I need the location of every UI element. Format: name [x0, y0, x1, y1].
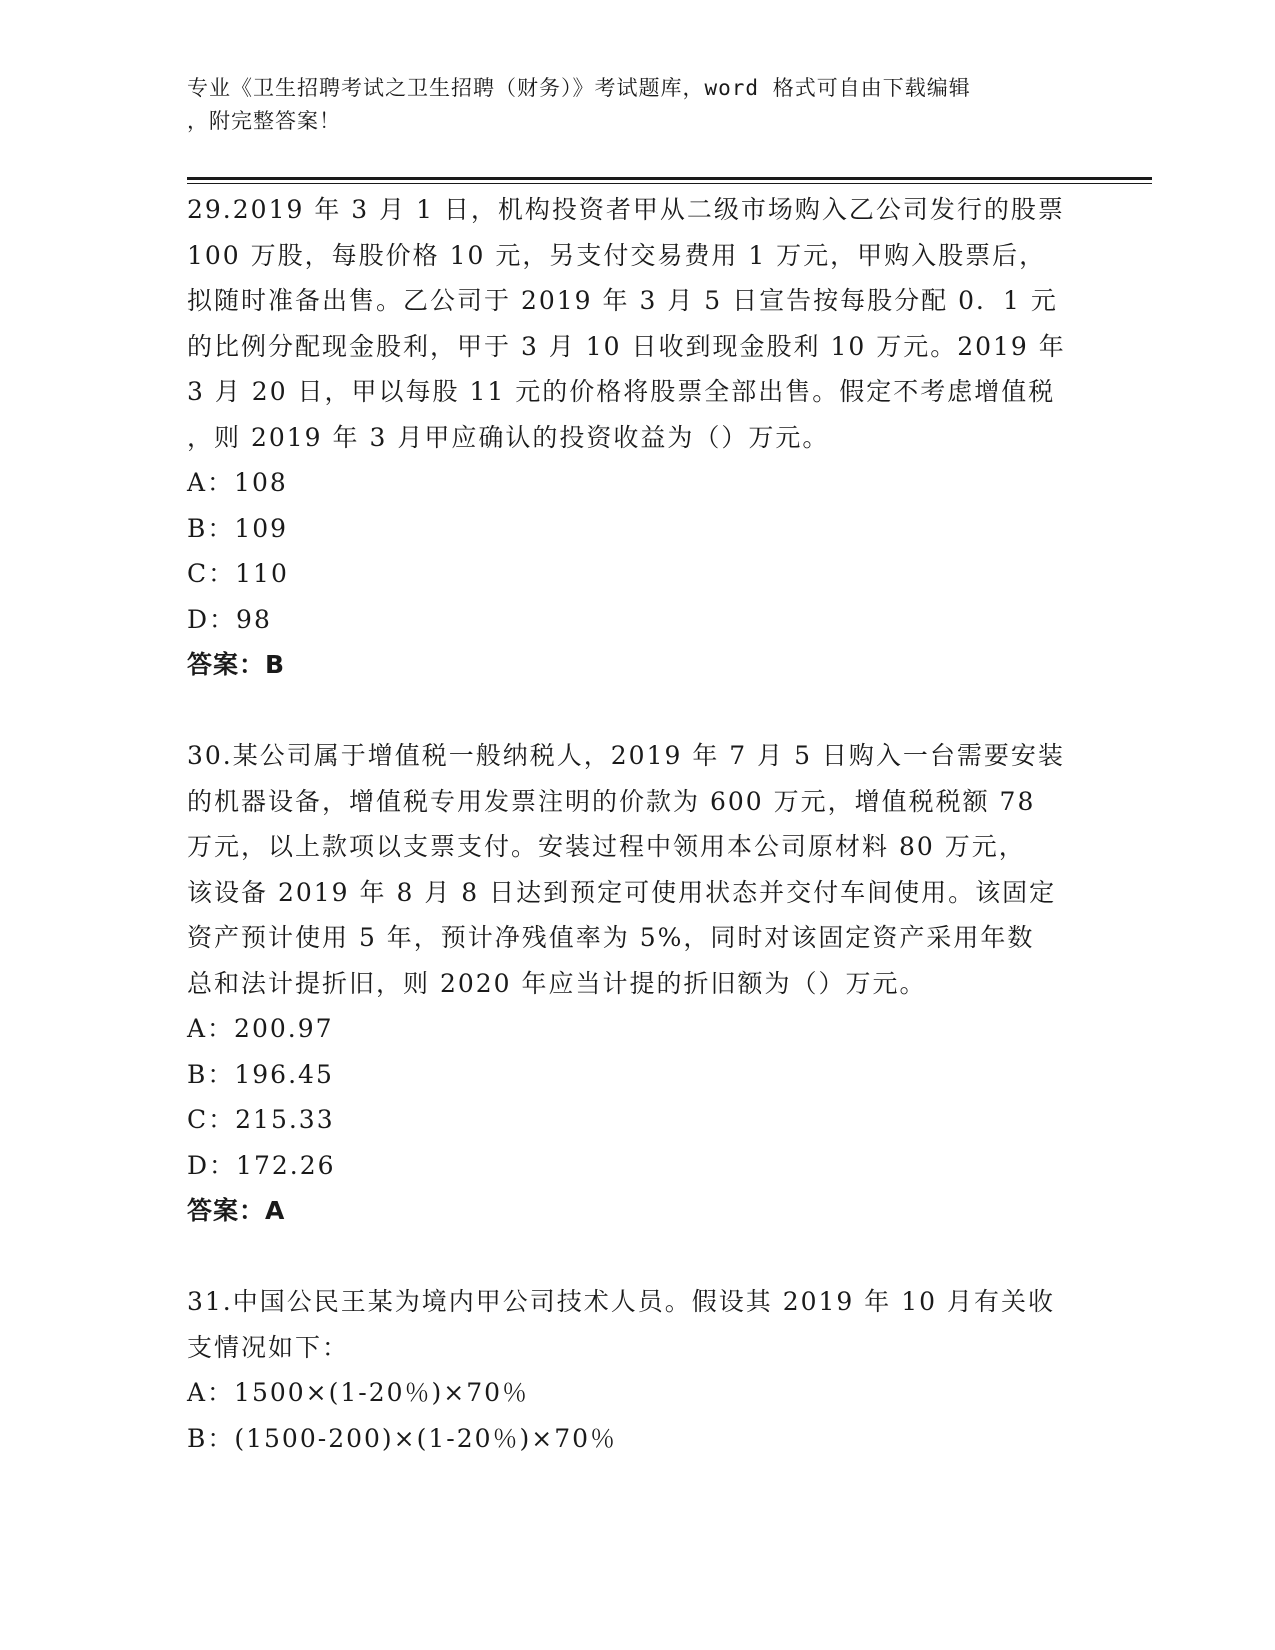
- question-29: [187, 187, 1087, 688]
- question-text-line: 29.2019 年 3 月 1 日，机构投资者甲从二级市场购入乙公司发行的股票: [187, 195, 1065, 224]
- option-b: B：196.45: [187, 1059, 334, 1089]
- question-text-line: ，则 2019 年 3 月甲应确认的投资收益为（）万元。: [187, 422, 830, 452]
- option-a: A：1500×(1-20％)×70％: [187, 1378, 530, 1407]
- question-31: [187, 1279, 1087, 1461]
- question-text-line: 拟随时准备出售。乙公司于 2019 年 3 月 5 日宣告按每股分配 0．1 元: [187, 286, 1058, 315]
- option-c: C：215.33: [187, 1105, 335, 1134]
- answer-label: 答案：B: [187, 650, 286, 679]
- question-text-line: 的比例分配现金股利，甲于 3 月 10 日收到现金股利 10 万元。2019 年: [187, 331, 1066, 361]
- answer-label: 答案：A: [187, 1196, 286, 1225]
- option-a: A：200.97: [187, 1014, 334, 1043]
- question-text-line: 该设备 2019 年 8 月 8 日达到预定可使用状态并交付车间使用。该固定: [187, 877, 1057, 907]
- question-text-line: 3 月 20 日，甲以每股 11 元的价格将股票全部出售。假定不考虑增值税: [187, 377, 1056, 406]
- header-line-1: 专业《卫生招聘考试之卫生招聘（财务）》考试题库，word 格式可自由下载编辑: [187, 76, 971, 100]
- option-b: B：109: [187, 513, 289, 543]
- question-text-line: 万元，以上款项以支票支付。安装过程中领用本公司原材料 80 万元，: [187, 832, 1026, 861]
- question-text-line: 支情况如下：: [187, 1332, 350, 1362]
- question-30: [187, 733, 1087, 1234]
- question-text-line: 总和法计提折旧，则 2020 年应当计提的折旧额为（）万元。: [187, 968, 927, 998]
- question-text-line: 31.中国公民王某为境内甲公司技术人员。假设其 2019 年 10 月有关收: [187, 1287, 1055, 1316]
- option-b: B：(1500-200)×(1-20％)×70％: [187, 1423, 618, 1453]
- header-divider-thin: [187, 183, 1152, 184]
- option-c: C：110: [187, 559, 289, 588]
- option-a: A：108: [187, 468, 288, 497]
- question-text-line: 100 万股，每股价格 10 元，另支付交易费用 1 万元，甲购入股票后，: [187, 240, 1047, 270]
- option-d: D：172.26: [187, 1150, 336, 1180]
- question-text-line: 30.某公司属于增值税一般纳税人，2019 年 7 月 5 日购入一台需要安装: [187, 741, 1065, 770]
- option-d: D：98: [187, 604, 272, 634]
- question-text-line: 资产预计使用 5 年，预计净残值率为 5%，同时对该固定资产采用年数: [187, 923, 1035, 952]
- header-line-2: ，附完整答案！: [187, 109, 341, 133]
- question-text-line: 的机器设备，增值税专用发票注明的价款为 600 万元，增值税税额 78: [187, 786, 1036, 816]
- document-header: [187, 72, 1067, 138]
- header-divider-thick: [187, 177, 1152, 180]
